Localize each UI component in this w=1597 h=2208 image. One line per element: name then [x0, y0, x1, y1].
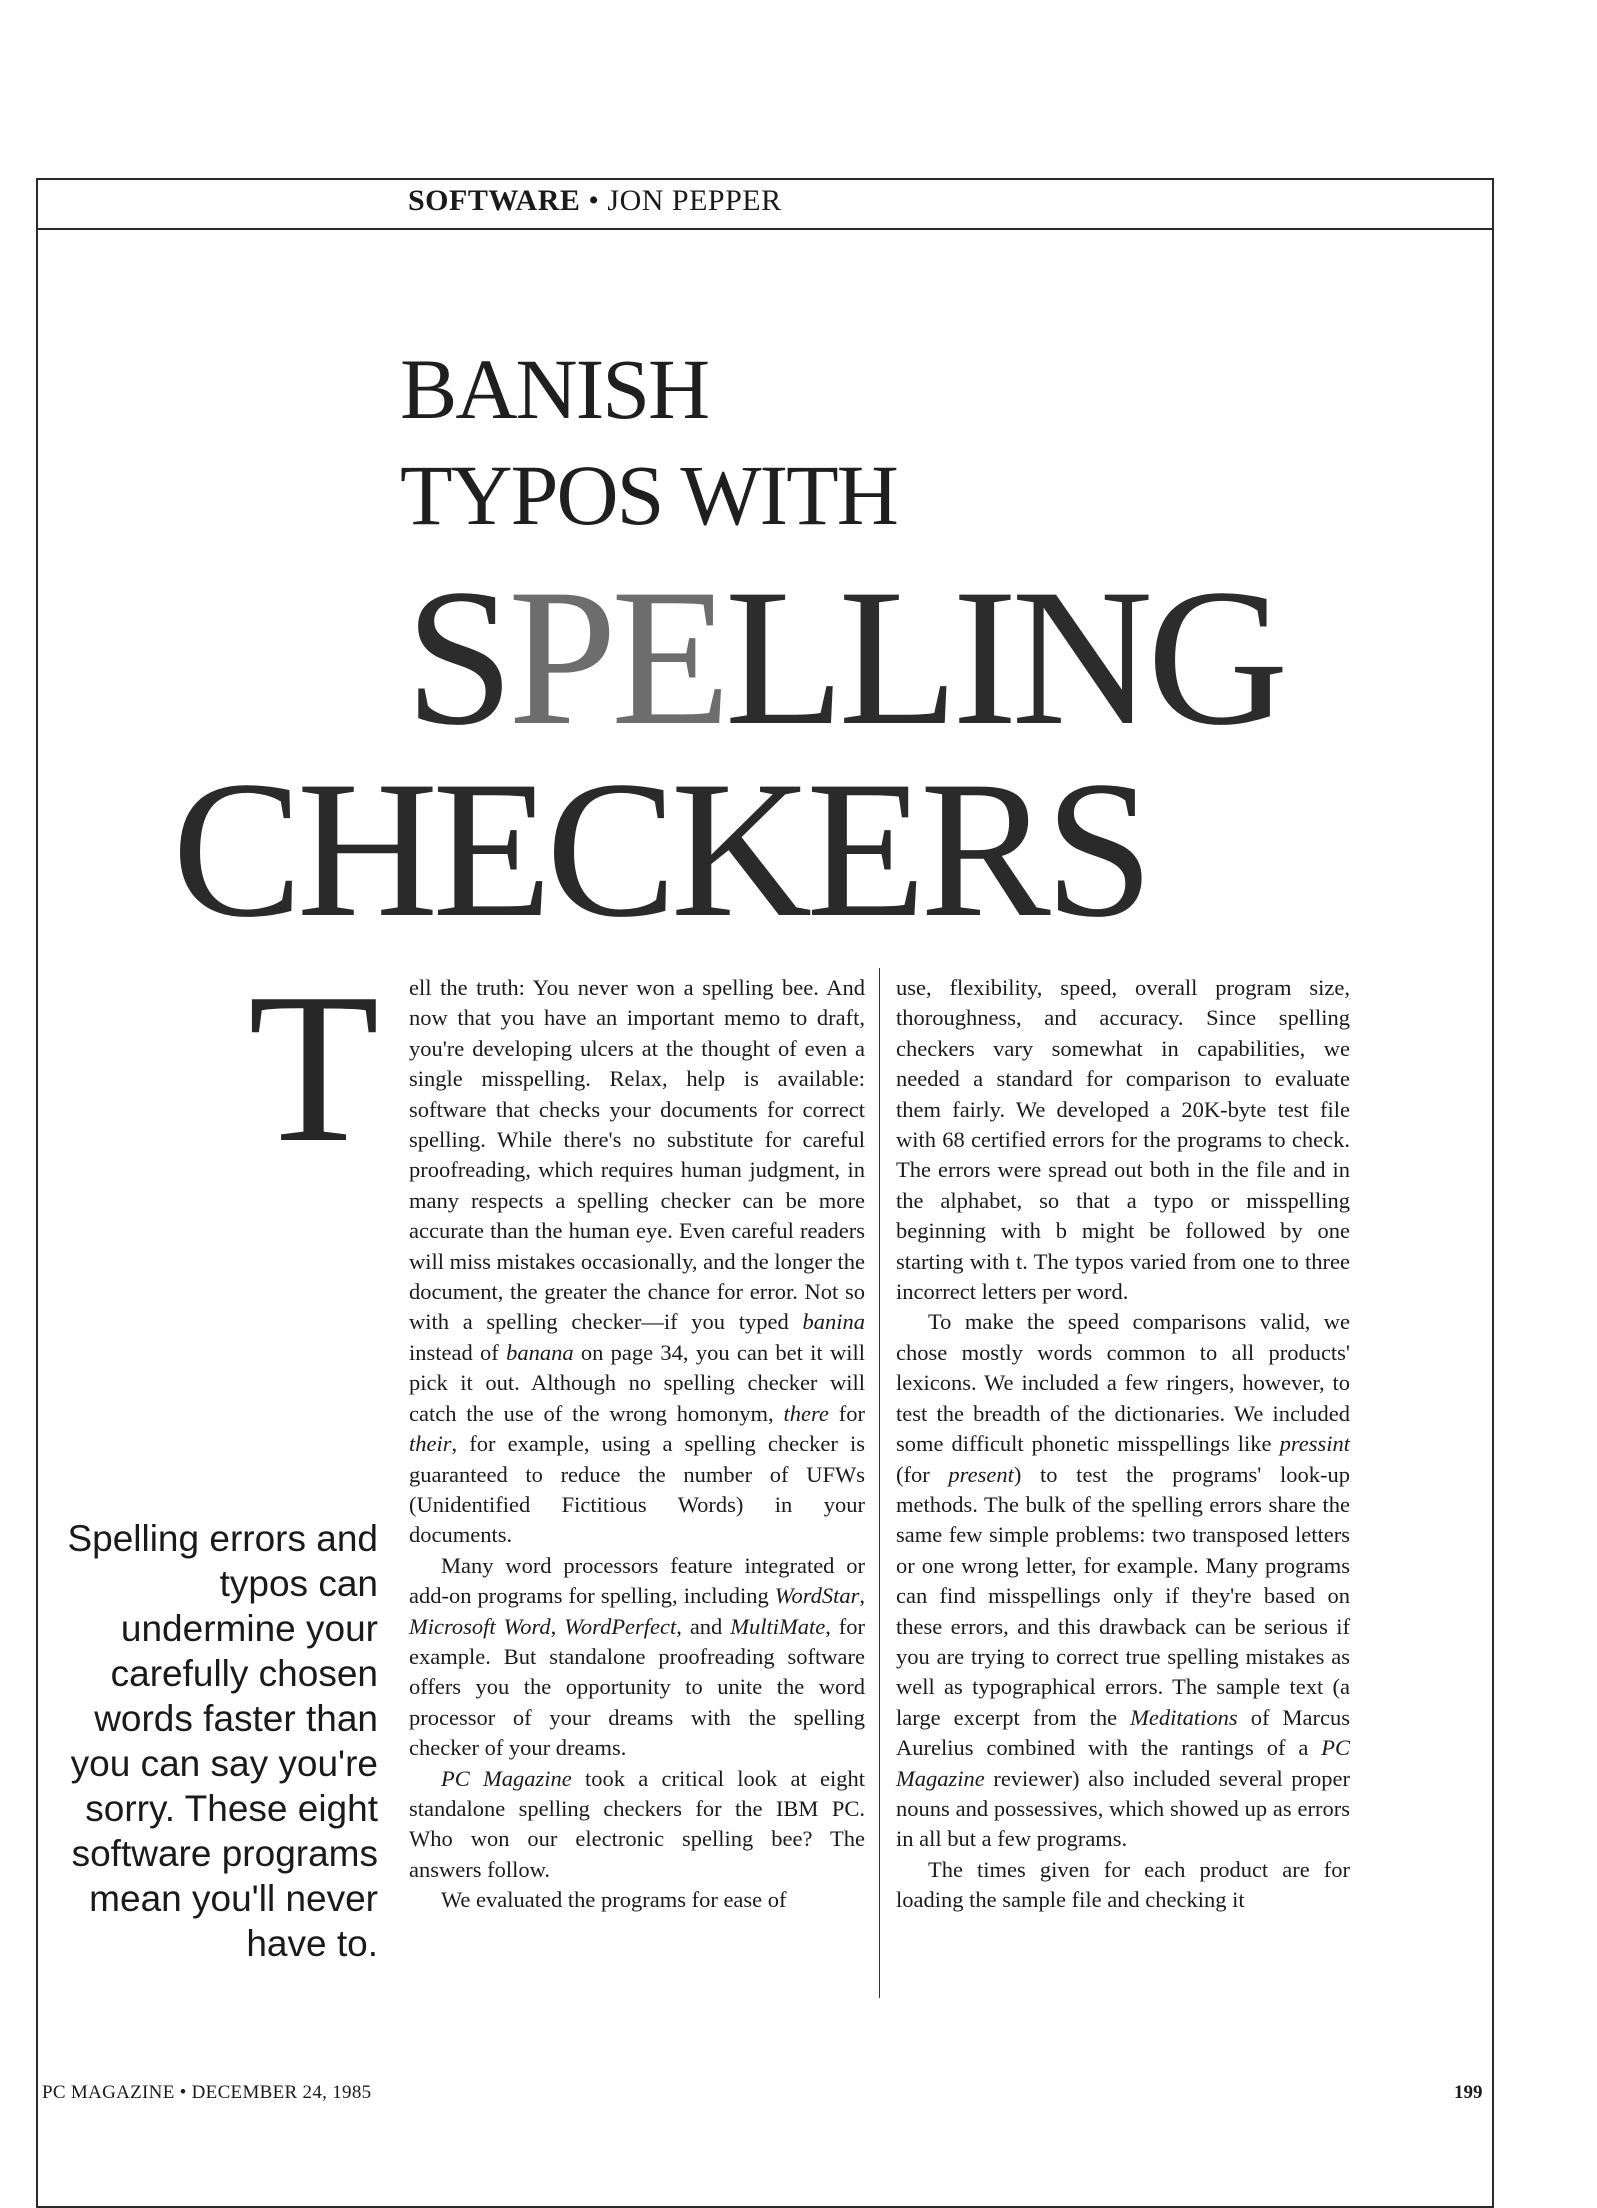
- col2-paragraph-1: use, flexibility, speed, overall program size, thoroughness, and accuracy. Since spelling checkers vary somewhat in capabilities, we needed a standard for comparison to evaluate them fairly. We developed a 20K-byte test file with 68 certified errors for the programs to check. The errors were spread out both in the file and in the alphabet, so that a typo or misspelling beginning with b might be followed by one starting with t. The typos varied from one to three incorrect letters per word.: [896, 975, 1350, 1305]
- col1-paragraph-4: We evaluated the programs for ease of: [441, 1887, 787, 1913]
- italic-run: Meditations: [1130, 1704, 1238, 1730]
- italic-run: PC Magazine: [896, 1735, 1350, 1791]
- text-run: took a critical look at eight standalone spelling checkers for the IBM PC. Who won our electronic spelling bee? The answers follow.: [409, 1765, 865, 1882]
- italic-run: banina: [802, 1309, 865, 1335]
- italic-run: PC Magazine: [441, 1765, 572, 1791]
- column-divider: [879, 968, 880, 1998]
- footer-page-number: 199: [1454, 2082, 1483, 2103]
- text-run: instead of: [409, 1339, 507, 1365]
- headline-line-3: [405, 549, 1283, 766]
- col2-paragraph-3: The times given for each product are for loading the sample file and checking it: [896, 1856, 1350, 1913]
- text-run: , for example. But standalone proofreading software offers you the opportunity to unite the word processor of your dreams with the spelling checker of your dreams.: [409, 1613, 865, 1761]
- body-column-2: [896, 973, 1350, 1916]
- separator-bullet: •: [588, 184, 600, 217]
- text-run: ) to test the programs' look-up methods. The bulk of the spelling errors share the same few simple problems: two transposed letters or one wrong letter, for example. Many programs can find misspellings only if they're based on these errors, and this drawback can be serious if you are trying to correct true spelling mistakes as well as typographical errors. The sample text (a large excerpt from the: [896, 1461, 1350, 1730]
- text-run: of Marcus Aurelius combined with the rantings of a: [896, 1704, 1350, 1761]
- col1-paragraph-2: [409, 1551, 865, 1764]
- italic-run: present: [948, 1461, 1014, 1487]
- drop-cap: T: [248, 948, 380, 1187]
- header-rule: [36, 228, 1494, 230]
- text-run: Many word processors feature integrated or add-on programs for spelling, including: [409, 1552, 865, 1609]
- text-run: reviewer) also included several proper nouns and possessives, which showed up as errors in all but a few programs.: [896, 1765, 1350, 1852]
- headline-line-4: CHECKERS: [172, 741, 1148, 958]
- footer-publication: PC MAGAZINE • DECEMBER 24, 1985: [42, 2082, 372, 2103]
- headline-line-2: TYPOS WITH: [400, 447, 897, 543]
- italic-run: pressint: [1279, 1431, 1350, 1457]
- text-run: , and: [676, 1613, 731, 1639]
- col1-paragraph-3: [409, 1764, 865, 1886]
- italic-run: Microsoft Word: [409, 1613, 551, 1639]
- text-run: for: [828, 1400, 865, 1426]
- text-run: ,: [859, 1583, 865, 1609]
- headline-line-3-part-c: LLING: [724, 549, 1283, 766]
- pull-quote: Spelling errors and typos can undermine your carefully chosen words faster than you can say you're sorry. These eight software programs mean you'll never have to.: [67, 1518, 378, 1964]
- headline-line-3-part-b: PE: [508, 549, 725, 766]
- headline-line-1: BANISH: [400, 341, 709, 437]
- section-kicker: SOFTWARE: [408, 184, 581, 217]
- author-name: JON PEPPER: [607, 184, 782, 217]
- text-run: ,: [550, 1613, 565, 1639]
- headline-line-3-part-a: S: [405, 549, 509, 766]
- text-run: on page 34, you can bet it will pick it out. Although no spelling checker will catch the use of the wrong homonym,: [409, 1339, 865, 1426]
- text-run: (for: [896, 1461, 949, 1487]
- section-label: [408, 184, 782, 218]
- text-run: To make the speed comparisons valid, we chose mostly words common to all products' lexicons. We included a few ringers, however, to test the breadth of the dictionaries. We included some difficult phonetic misspellings like: [896, 1309, 1350, 1457]
- text-run: ell the truth: You never won a spelling bee. And now that you have an important memo to draft, you're developing ulcers at the thought of even a single misspelling. Relax, help is available: software that checks your documents for correct spelling. While there's no substitute for careful proofreading, which requires human judgment, in many respects a spelling checker can be more accurate than the human eye. Even careful readers will miss mistakes occasionally, and the longer the document, the greater the chance for error. Not so with a spelling checker—if you typed: [409, 975, 865, 1335]
- col2-paragraph-2: [896, 1307, 1350, 1854]
- italic-run: WordPerfect: [564, 1613, 677, 1639]
- italic-run: WordStar: [774, 1583, 860, 1609]
- italic-run: MultiMate: [730, 1613, 826, 1639]
- text-run: , for example, using a spelling checker is guaranteed to reduce the number of UFWs (Unidentified Fictitious Words) in your documents.: [409, 1431, 865, 1548]
- col1-paragraph-1: [409, 973, 865, 1551]
- body-column-1: [409, 973, 865, 1916]
- italic-run: their: [409, 1431, 452, 1457]
- italic-run: there: [783, 1400, 829, 1426]
- italic-run: banana: [506, 1339, 574, 1365]
